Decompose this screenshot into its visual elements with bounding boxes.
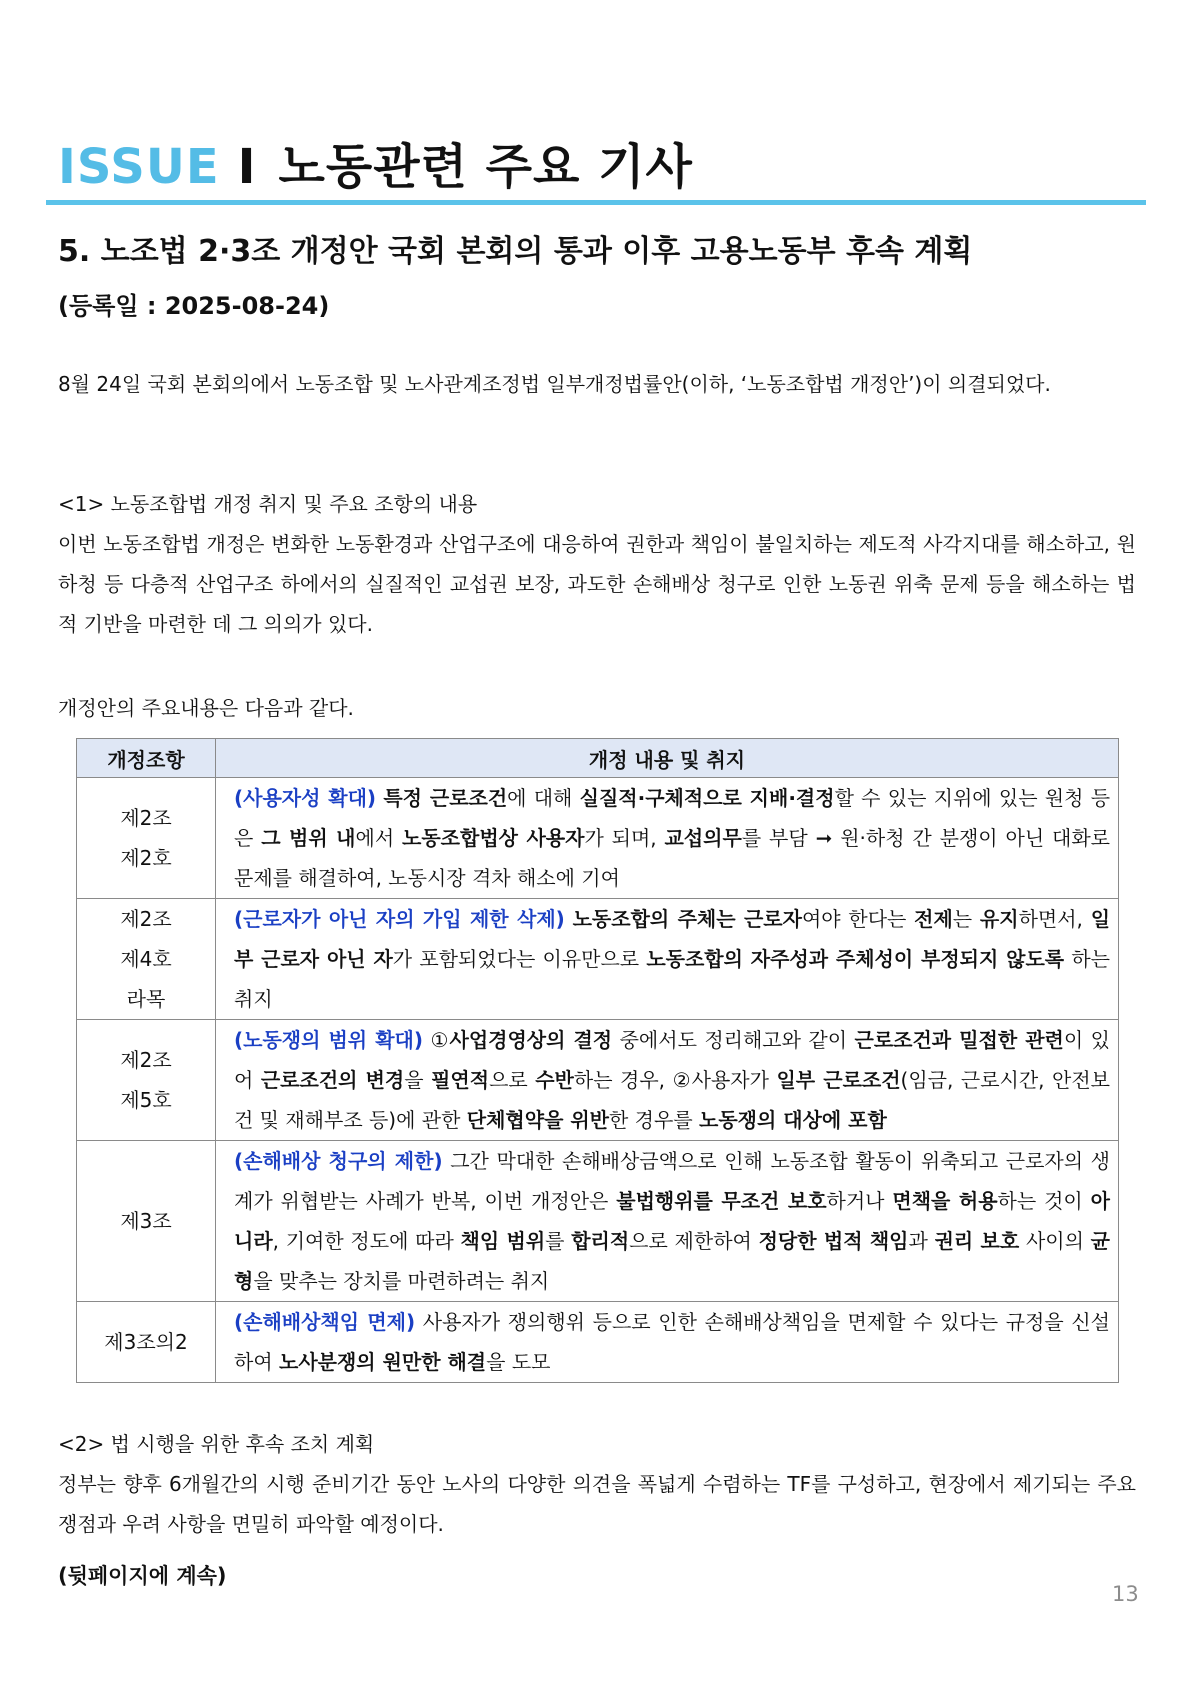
content-bold: 합리적: [571, 1229, 630, 1253]
content-text: 하거나: [826, 1189, 893, 1213]
content-bold: 전제: [914, 907, 953, 931]
table-header-row: [77, 739, 1119, 778]
content-bold: 근로조건의 변경: [260, 1068, 405, 1092]
content-text: 중에서도 정리해고와 같이: [612, 1028, 855, 1052]
article-line: 제5호: [120, 1088, 172, 1112]
content-text: 는: [952, 907, 980, 931]
content-text: 여야 한다는: [801, 907, 915, 931]
header-divider: [46, 200, 1146, 205]
section2-text: 정부는 향후 6개월간의 시행 준비기간 동안 노사의 다양한 의견을 폭넓게 수렴하는 TF를 구성하고, 현장에서 제기되는 주요 쟁점과 우려 사항을 면밀히 파악할 예정이다.: [58, 1472, 1136, 1536]
content-bold: 노동쟁의 대상에 포함: [699, 1108, 887, 1132]
issue-label: ISSUE: [58, 139, 220, 195]
content-lead: (손해배상책임 면제): [234, 1310, 416, 1334]
content-text: 가 되며,: [584, 826, 665, 850]
table-row: [77, 778, 1119, 899]
content-text: ①: [422, 1028, 450, 1052]
content-bold: 면책을 허용: [892, 1189, 998, 1213]
table-body: [77, 778, 1119, 1383]
content-text: 으로 제한하여: [629, 1229, 759, 1253]
article-title: 5. 노조법 2·3조 개정안 국회 본회의 통과 이후 고용노동부 후속 계획: [58, 234, 973, 269]
content-text: 를: [545, 1229, 572, 1253]
section1-text: 이번 노동조합법 개정은 변화한 노동환경과 산업구조에 대응하여 권한과 책임이 불일치하는 제도적 사각지대를 해소하고, 원하청 등 다층적 산업구조 하에서의 실질적인 교섭권 보장, 과도한 손해배상 청구로 인한 노동권 위축 문제 등을 해소하는 법적 기반을 마련한 데 그 의의가 있다.: [58, 532, 1136, 636]
content-text: 사용자가 쟁의행위 등으로 인한 손해배상책임을 면제할 수 있다는 규정을 신설하여: [234, 1310, 1110, 1374]
table-row: [77, 1141, 1119, 1302]
content-cell: [216, 1020, 1119, 1141]
table-row: [77, 1302, 1119, 1383]
content-cell: [216, 1141, 1119, 1302]
content-bold: 일부 근로자 아닌 자: [234, 907, 1111, 971]
content-bold: 균형: [234, 1229, 1110, 1293]
table-row: [77, 1020, 1119, 1141]
content-cell: [216, 1302, 1119, 1383]
content-text: 과: [908, 1229, 935, 1253]
content-bold: 책임 범위: [460, 1229, 546, 1253]
content-text: 하는 취지: [234, 947, 1111, 1011]
header-separator: I: [237, 139, 257, 195]
table-intro: 개정안의 주요내용은 다음과 같다.: [58, 696, 354, 720]
content-text: 그간 막대한 손해배상금액으로 인해 노동조합 활동이 위축되고 근로자의 생계가 위협받는 사례가 반복, 이번 개정안은: [234, 1149, 1110, 1213]
article-line: 제2호: [120, 846, 172, 870]
content-bold: 아니라: [234, 1189, 1110, 1253]
content-bold: 특정 근로조건: [383, 786, 508, 810]
content-text: 이 있어: [234, 1028, 1110, 1092]
article-cell: [77, 778, 216, 899]
header-title: 노동관련 주요 기사: [278, 139, 693, 195]
content-text: [565, 907, 573, 931]
article-line: 제4호: [120, 947, 172, 971]
content-bold: 유지: [979, 907, 1019, 931]
content-lead: (사용자성 확대): [234, 786, 377, 810]
content-bold: 필연적: [431, 1068, 490, 1092]
article-cell: [77, 899, 216, 1020]
content-cell: [216, 778, 1119, 899]
article-line: 라목: [126, 987, 166, 1011]
header-article: 개정조항: [77, 739, 216, 778]
table-row: [77, 899, 1119, 1020]
content-text: 가 포함되었다는 이유만으로: [392, 947, 647, 971]
section2-heading: <2> 법 시행을 위한 후속 조치 계획: [58, 1432, 375, 1456]
article-cell: [77, 1302, 216, 1383]
content-bold: 권리 보호: [934, 1229, 1020, 1253]
content-text: 할 수 있는 지위에 있는 원청 등은: [234, 786, 1111, 850]
intro-paragraph: 8월 24일 국회 본회의에서 노동조합 및 노사관계조정법 일부개정법률안(이하, ‘노동조합법 개정안’)이 의결되었다.: [58, 372, 1051, 396]
content-bold: 단체협약을 위반: [466, 1108, 609, 1132]
continued-note: (뒷페이지에 계속): [58, 1564, 227, 1588]
content-bold: 정당한 법적 책임: [758, 1229, 909, 1253]
content-bold: 노동조합의 자주성과 주체성이 부정되지 않도록: [646, 947, 1065, 971]
content-text: 하면서,: [1018, 907, 1091, 931]
content-lead: (노동쟁의 범위 확대): [234, 1028, 423, 1052]
content-bold: 노동조합의 주체는 근로자: [572, 907, 802, 931]
article-line: 제2조: [120, 806, 172, 830]
content-text: 을 맞추는 장치를 마련하려는 취지: [253, 1269, 550, 1293]
section2: [58, 1424, 1136, 1544]
content-bold: 사업경영상의 결정: [449, 1028, 613, 1052]
content-text: , 기여한 정도에 따라: [272, 1229, 461, 1253]
article-cell: [77, 1020, 216, 1141]
content-bold: 노동조합법상 사용자: [402, 826, 585, 850]
content-bold: 불법행위를 무조건 보호: [616, 1189, 827, 1213]
amendment-table: [76, 738, 1119, 1383]
content-bold: 실질적·구체적으로 지배·결정: [579, 786, 835, 810]
article-line: 제3조의2: [104, 1330, 188, 1354]
section-header: [58, 128, 693, 197]
content-bold: 그 범위 내: [261, 826, 356, 850]
content-text: 에 대해: [507, 786, 580, 810]
content-text: 한 경우를: [609, 1108, 699, 1132]
content-text: 을: [404, 1068, 432, 1092]
content-text: 하는 것이: [997, 1189, 1091, 1213]
page-number: 13: [1112, 1582, 1139, 1606]
content-text: 으로: [489, 1068, 536, 1092]
content-bold: 수반: [535, 1068, 574, 1092]
header-content: 개정 내용 및 취지: [216, 739, 1119, 778]
section1-heading: <1> 노동조합법 개정 취지 및 주요 조항의 내용: [58, 492, 478, 516]
content-text: 에서: [355, 826, 403, 850]
article-cell: [77, 1141, 216, 1302]
content-lead: (근로자가 아닌 자의 가입 제한 삭제): [234, 907, 565, 931]
content-text: 를 부담 ➞ 원·하청 간 분쟁이 아닌 대화로 문제를 해결하여, 노동시장 격차 해소에 기여: [234, 826, 1110, 890]
article-line: 제3조: [120, 1209, 172, 1233]
article-date: (등록일 : 2025-08-24): [58, 292, 330, 320]
content-cell: [216, 899, 1119, 1020]
content-bold: 근로조건과 밀접한 관련: [854, 1028, 1064, 1052]
content-bold: 노사분쟁의 원만한 해결: [279, 1350, 487, 1374]
content-text: (임금, 근로시간, 안전보건 및 재해부조 등)에 관한: [234, 1068, 1111, 1132]
content-bold: 교섭의무: [664, 826, 742, 850]
article-line: 제2조: [120, 907, 172, 931]
content-text: 하는 경우, ②사용자가: [573, 1068, 777, 1092]
content-text: 을 도모: [486, 1350, 551, 1374]
content-lead: (손해배상 청구의 제한): [234, 1149, 443, 1173]
content-bold: 일부 근로조건: [776, 1068, 901, 1092]
article-line: 제2조: [120, 1048, 172, 1072]
section1: [58, 484, 1136, 644]
content-text: 사이의: [1019, 1229, 1091, 1253]
